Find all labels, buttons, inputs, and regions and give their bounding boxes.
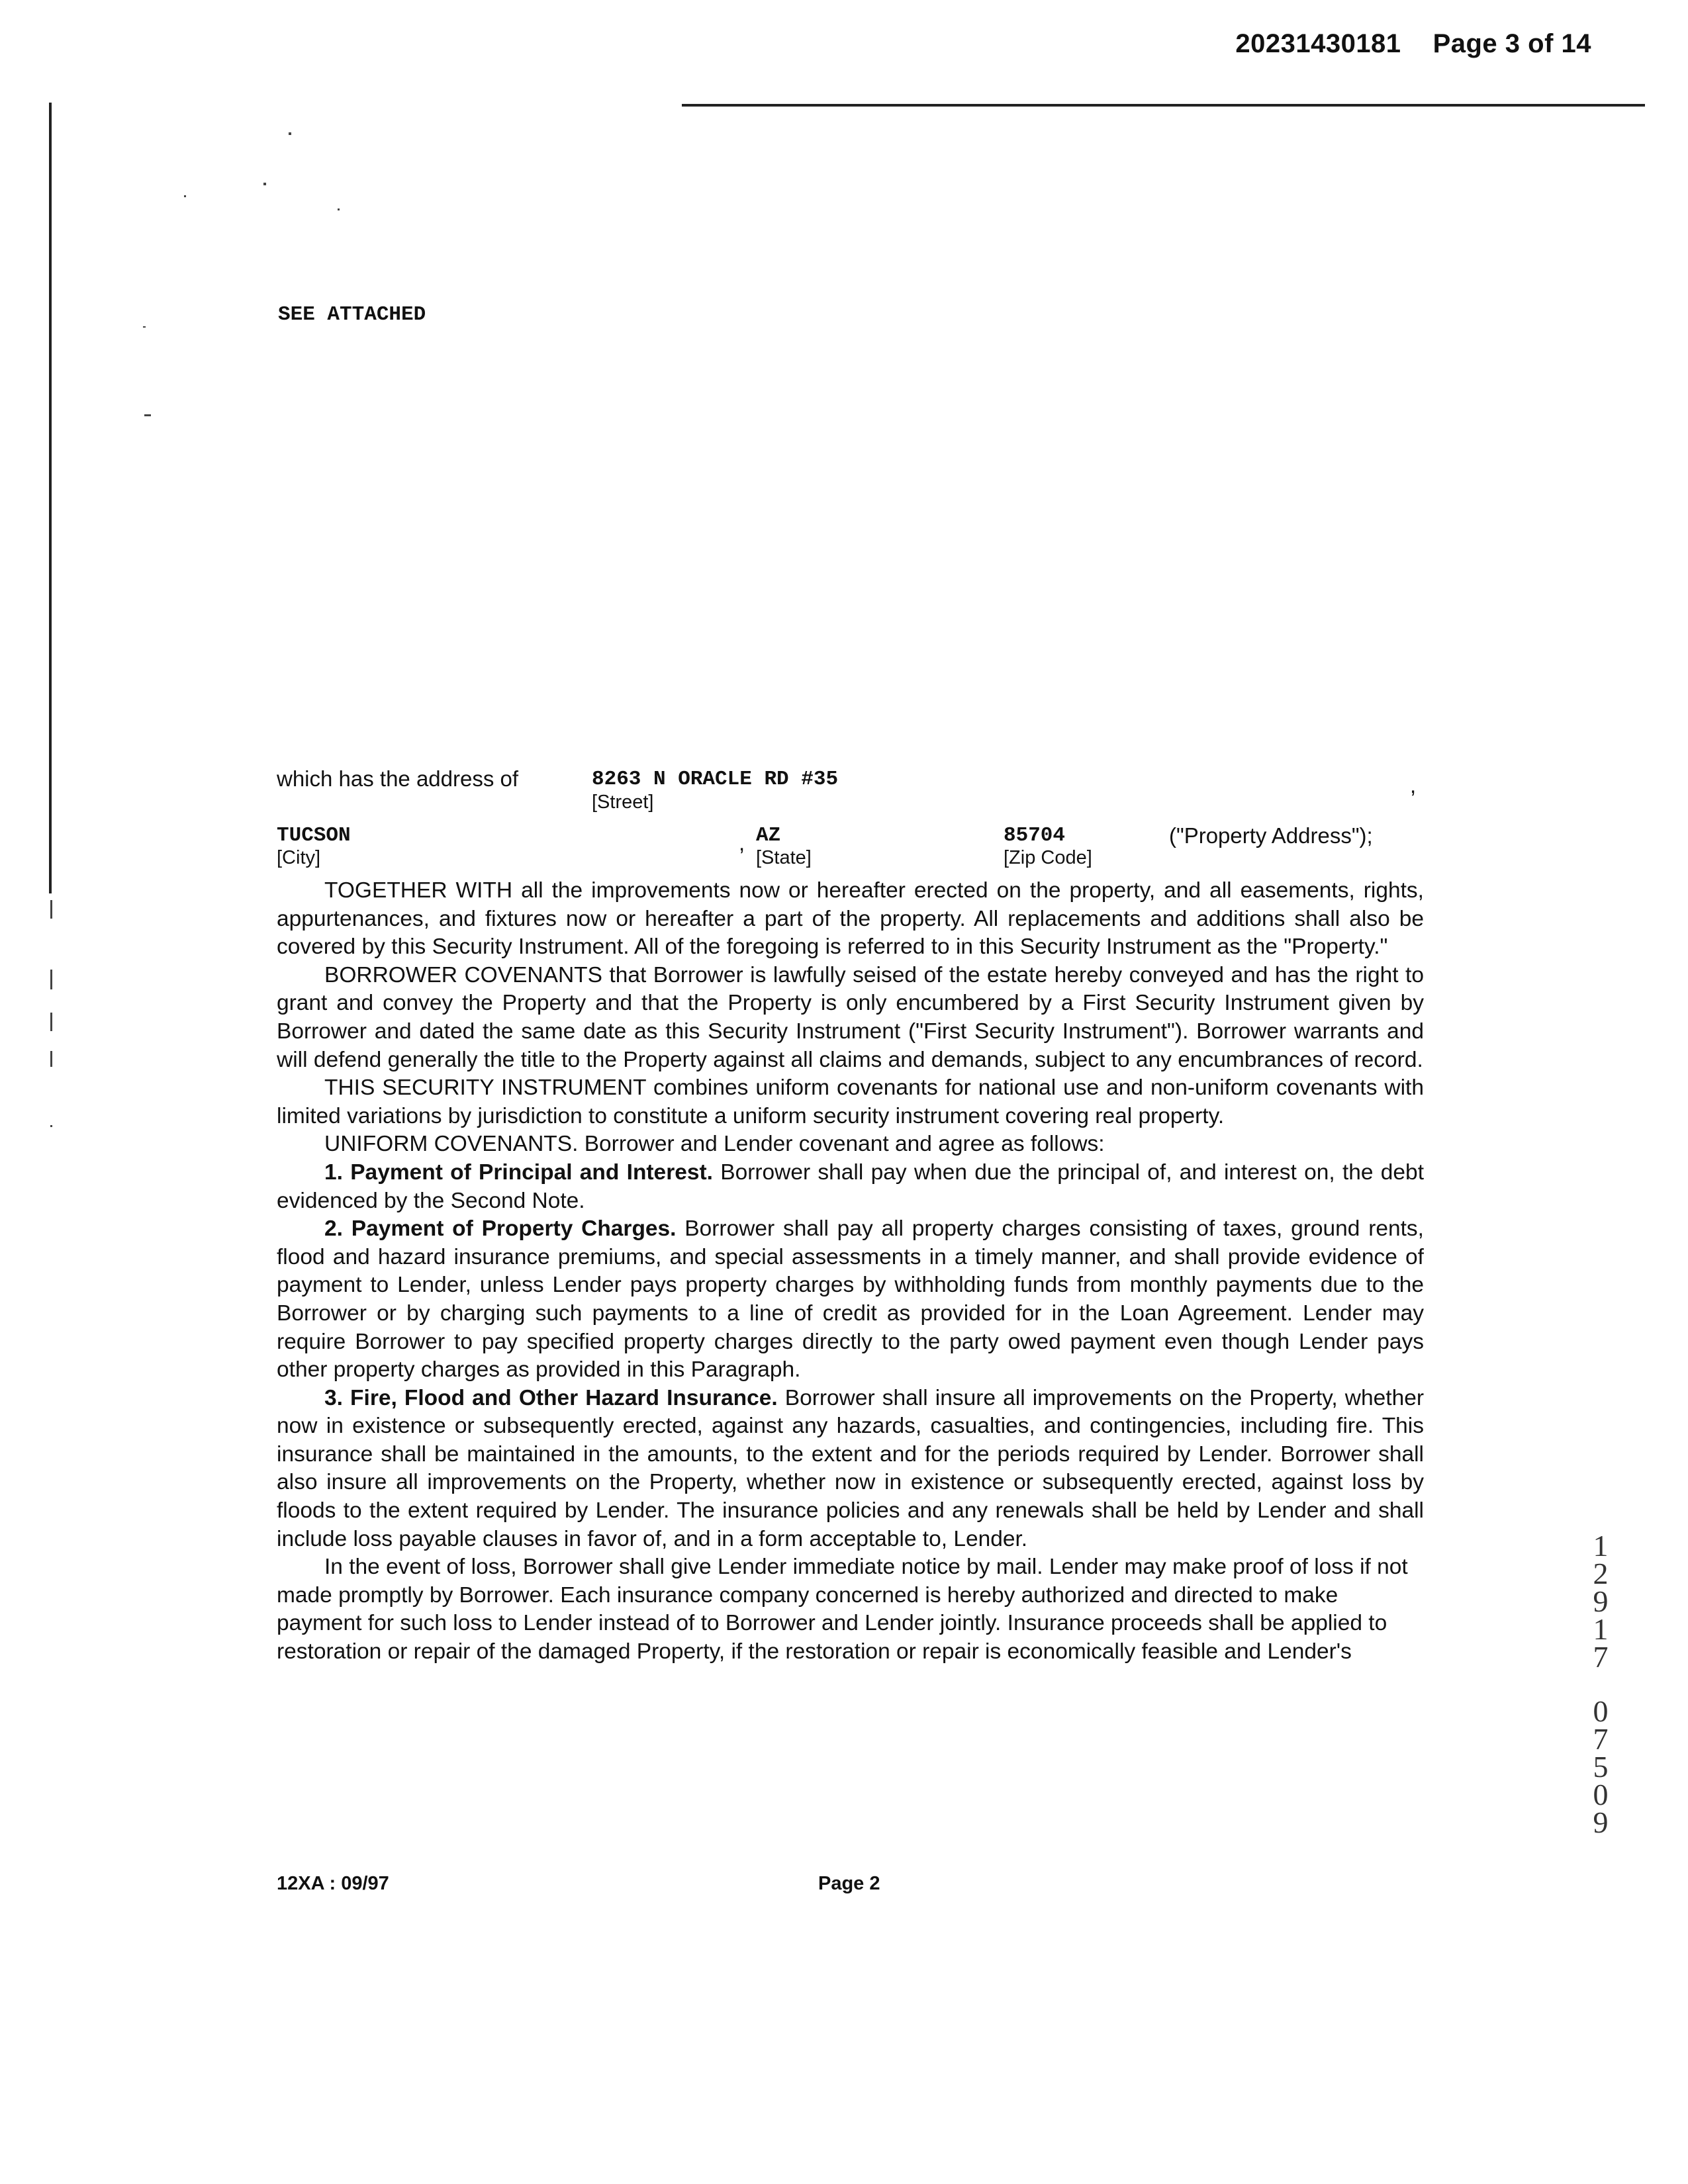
- stamp-digit: 0: [1593, 1694, 1609, 1728]
- scan-speck: [338, 208, 340, 210]
- city-value: TUCSON: [277, 824, 351, 847]
- header-rule: [682, 104, 1645, 107]
- scan-speck: [184, 195, 186, 197]
- stamp-digit: 2: [1593, 1557, 1609, 1590]
- paragraph-covenant-2: 2. Payment of Property Charges. Borrower shall pay all property charges consisting of taxes, ground rents, flood and hazard insurance premiums, and special assessments in a timely manner, and shall provide evidence of payment to Lender, unless Lender pays property charges by withholding funds from monthly payments due to the Borrower or by charging such payments to a line of credit as provided for in the Loan Agreement. Lender may require Borrower to pay specified property charges directly to the party owed payment even though Lender pays other property charges as provided in this Paragraph.: [277, 1216, 1424, 1383]
- stamp-part-2: [1581, 1694, 1620, 1839]
- state-value: AZ: [756, 824, 781, 847]
- stamp-digit: 5: [1593, 1750, 1609, 1784]
- stamp-digit: 1: [1593, 1529, 1609, 1563]
- stamp-digit: 0: [1593, 1778, 1609, 1811]
- paragraph-borrower-covenants: BORROWER COVENANTS that Borrower is lawfully seised of the estate hereby conveyed and has the right to grant and convey the Property and that the Property is only encumbered by a First Security Instrument given by Borrower and dated the same date as this Security Instrument ("First Security Instrument"). Borrower warrants and will defend generally the title to the Property against all claims and demands, subject to any encumbrances of record.: [277, 962, 1424, 1072]
- zip-label: [Zip Code]: [1004, 847, 1092, 868]
- stamp-digit: 7: [1593, 1722, 1609, 1756]
- paragraph-covenant-1: 1. Payment of Principal and Interest. Borrower shall pay when due the principal of, and interest on, the debt evidenced by the Second Note.: [277, 1160, 1424, 1213]
- scan-speck: [143, 326, 146, 328]
- footer-page-number: Page 2: [818, 1873, 880, 1894]
- paragraph-covenant-3: 3. Fire, Flood and Other Hazard Insurance. Borrower shall insure all improvements on the Property, whether now in existence or subsequently erected, against any hazards, casualties, and contingencies, including fire. This insurance shall be maintained in the amounts, to the extent and for the periods required by Lender. Borrower shall also insure all improvements on the Property, whether now in existence or subsequently erected, against loss by floods to the extent required by Lender. The insurance policies and any renewals shall be held by Lender and shall include loss payable clauses in favor of, and in a form acceptable to, Lender.: [277, 1385, 1424, 1551]
- zip-value: 85704: [1004, 824, 1066, 847]
- scan-speck: [50, 900, 52, 919]
- paragraph-together-with: TOGETHER WITH all the improvements now or hereafter erected on the property, and all easements, rights, appurtenances, and fixtures now or hereafter a part of the property. All replacements and additions shall also be covered by this Security Instrument. All of the foregoing is referred to in this Security Instrument as the "Property.": [277, 878, 1424, 960]
- stamp-digit: 7: [1593, 1640, 1609, 1674]
- scan-speck: [263, 183, 266, 185]
- street-label: [Street]: [592, 792, 654, 813]
- left-margin-rule: [49, 103, 52, 893]
- scan-speck: [289, 132, 291, 135]
- street-value: 8263 N ORACLE RD #35: [592, 768, 839, 791]
- trailing-comma: ,: [1410, 773, 1417, 797]
- covenant-heading: 2. Payment of Property Charges.: [324, 1216, 677, 1242]
- covenant-heading: 3. Fire, Flood and Other Hazard Insurance.: [324, 1385, 778, 1410]
- covenant-heading: 1. Payment of Principal and Interest.: [324, 1160, 713, 1185]
- address-intro: which has the address of: [277, 766, 519, 791]
- page-label: Page 3 of 14: [1432, 29, 1591, 58]
- paragraph-event-of-loss: In the event of loss, Borrower shall give Lender immediate notice by mail. Lender may make proof of loss if not made promptly by Borrower. Each insurance company concerned is hereby authorized and directed to make payment for such loss to Lender instead of to Borrower and Lender jointly. Insurance proceeds shall be applied to restoration or repair of the damaged Property, if the restoration or repair is economically feasible and Lender's: [277, 1555, 1408, 1664]
- city-label: [City]: [277, 847, 321, 868]
- margin-recording-stamp: [1581, 1529, 1620, 1839]
- form-code: 12XA : 09/97: [277, 1873, 389, 1894]
- city-comma: ,: [739, 831, 745, 855]
- scan-speck: [50, 1051, 52, 1067]
- state-label: [State]: [756, 847, 812, 868]
- stamp-digit: 1: [1593, 1612, 1609, 1646]
- stamp-part-1: [1581, 1529, 1620, 1674]
- page-header: [1235, 29, 1591, 59]
- paragraph-security-instrument: THIS SECURITY INSTRUMENT combines uniform covenants for national use and non-uniform covenants with limited variations by jurisdiction to constitute a uniform security instrument covering real property.: [277, 1075, 1424, 1128]
- document-number: 20231430181: [1235, 29, 1401, 58]
- stamp-digit: 9: [1593, 1584, 1609, 1618]
- scan-speck: [50, 1013, 52, 1031]
- scan-speck: [50, 1125, 52, 1127]
- covenant-text: [277, 877, 1424, 1666]
- scan-speck: [50, 970, 52, 989]
- property-address-definition: ("Property Address");: [1169, 823, 1373, 848]
- legal-description: SEE ATTACHED: [278, 303, 426, 326]
- stamp-digit: 9: [1593, 1805, 1609, 1839]
- scan-speck: [144, 414, 151, 416]
- paragraph-uniform-covenants: UNIFORM COVENANTS. Borrower and Lender covenant and agree as follows:: [324, 1132, 1105, 1157]
